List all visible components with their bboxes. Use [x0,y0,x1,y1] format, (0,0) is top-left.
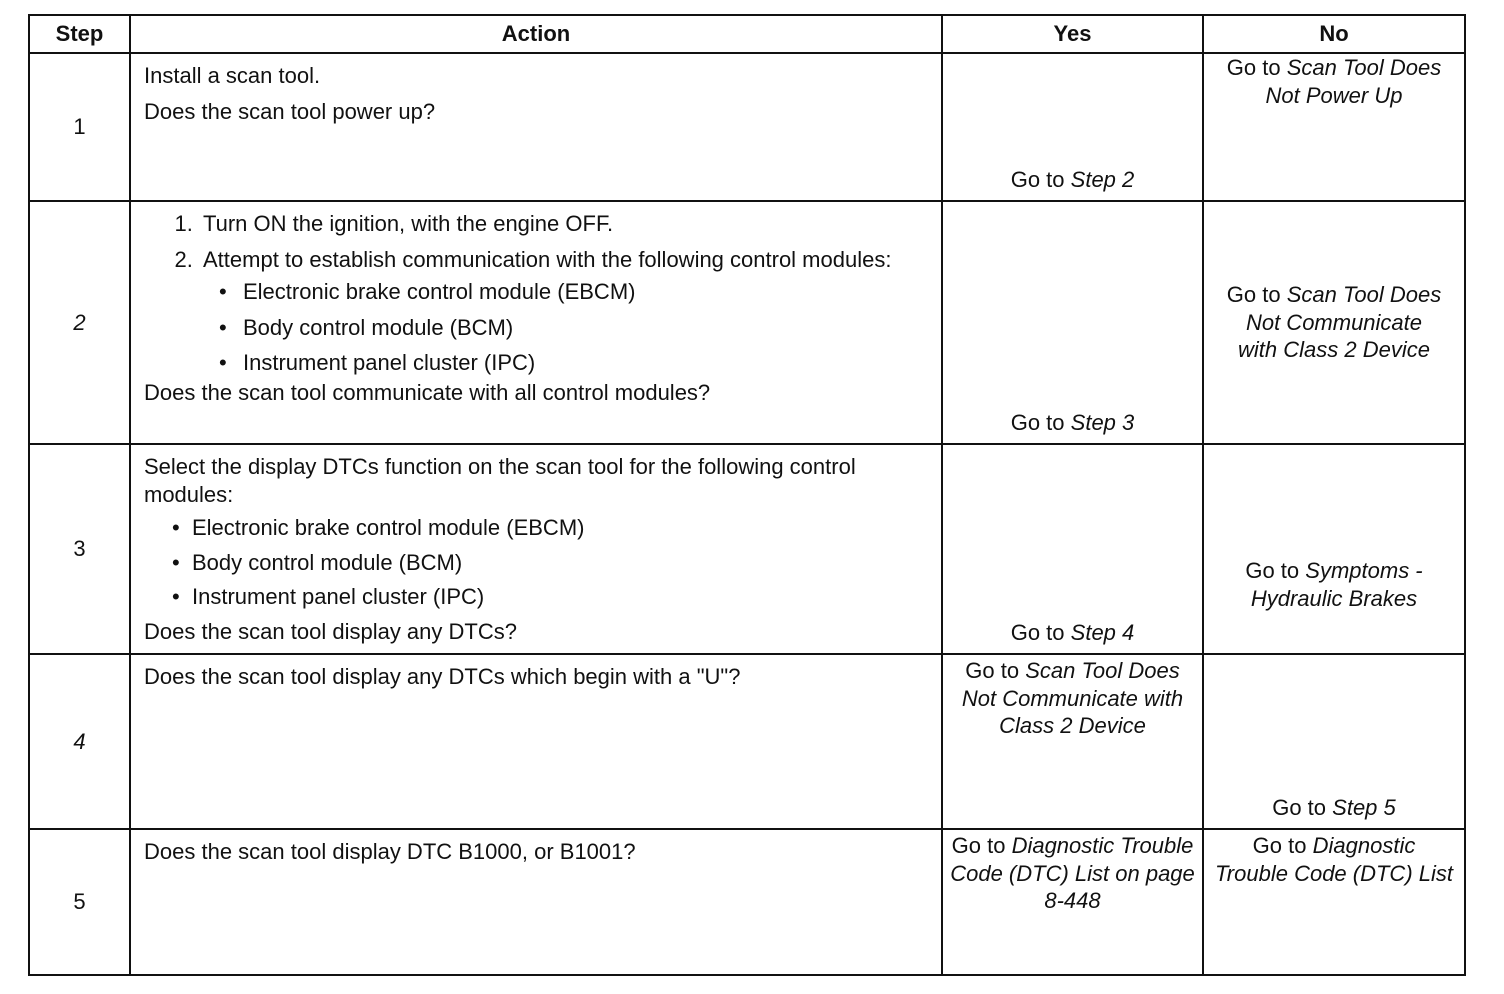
list-item: • Electronic brake control module (EBCM) [192,514,927,542]
step-number: 5 [29,829,130,975]
table-row [29,654,1465,829]
yes-link[interactable]: Go to Step 4 [1010,620,1135,646]
yes-cell [942,201,1203,444]
yes-cell [942,829,1203,975]
header-row [29,15,1465,53]
action-cell [130,444,942,654]
header-action: Action [130,15,942,53]
list-item: 1. Turn ON the ignition, with the engine OFF. [199,210,927,239]
bullet-list [144,514,927,611]
no-link[interactable]: Go to Symptoms - Hydraulic Brakes [1245,558,1423,611]
header-step: Step [29,15,130,53]
action-cell [130,53,942,201]
step-number: 2 [29,201,130,444]
action-cell [130,201,942,444]
action-intro: Select the display DTCs function on the scan tool for the following control modules: [144,454,856,507]
table-row [29,444,1465,654]
no-link[interactable]: Go to Scan Tool Does Not Power Up [1226,55,1442,108]
header-no: No [1203,15,1465,53]
action-cell [130,654,942,829]
no-cell [1203,53,1465,201]
yes-cell [942,444,1203,654]
yes-link[interactable]: Go to Diagnostic Trouble Code (DTC) List on page 8-448 [950,833,1195,914]
header-yes: Yes [942,15,1203,53]
no-cell [1203,444,1465,654]
action-question: Does the scan tool communicate with all control modules? [144,379,711,405]
no-cell [1203,654,1465,829]
action-question: Does the scan tool power up? [144,98,436,124]
step-number: 3 [29,444,130,654]
list-item: 2. Attempt to establish communication with the following control modules: • Electronic brake control module (EBCM) • Body control module (BCM) • Instrument panel cluster (IPC) [199,246,927,378]
no-cell [1203,829,1465,975]
no-link[interactable]: Go to Step 5 [1272,795,1396,821]
table-row [29,53,1465,201]
list-item: • Body control module (BCM) [239,314,927,343]
action-question: Does the scan tool display any DTCs? [144,618,517,644]
list-item: • Body control module (BCM) [192,549,927,577]
yes-link[interactable]: Go to Step 3 [1010,410,1135,436]
step-number: 1 [29,53,130,201]
table-row [29,829,1465,975]
diagnostic-table [28,14,1466,976]
step-number: 4 [29,654,130,829]
list-item: • Instrument panel cluster (IPC) [192,583,927,611]
no-cell [1203,201,1465,444]
action-question: Does the scan tool display DTC B1000, or B1001? [144,839,636,864]
action-question: Does the scan tool display any DTCs which begin with a "U"? [144,664,741,689]
yes-cell [942,654,1203,829]
list-item: • Electronic brake control module (EBCM) [239,278,927,307]
no-link[interactable]: Go to Diagnostic Trouble Code (DTC) List [1215,833,1453,886]
numbered-list [144,210,927,378]
no-link[interactable]: Go to Scan Tool Does Not Communicate with Class 2 Device [1226,281,1442,363]
bullet-list [203,278,927,378]
table-row [29,201,1465,444]
action-cell [130,829,942,975]
action-text: Install a scan tool. [144,63,321,88]
yes-link[interactable]: Go to Step 2 [1010,167,1135,193]
yes-cell [942,53,1203,201]
list-item: • Instrument panel cluster (IPC) [239,349,927,378]
yes-link[interactable]: Go to Scan Tool Does Not Communicate with Class 2 Device [961,658,1184,739]
